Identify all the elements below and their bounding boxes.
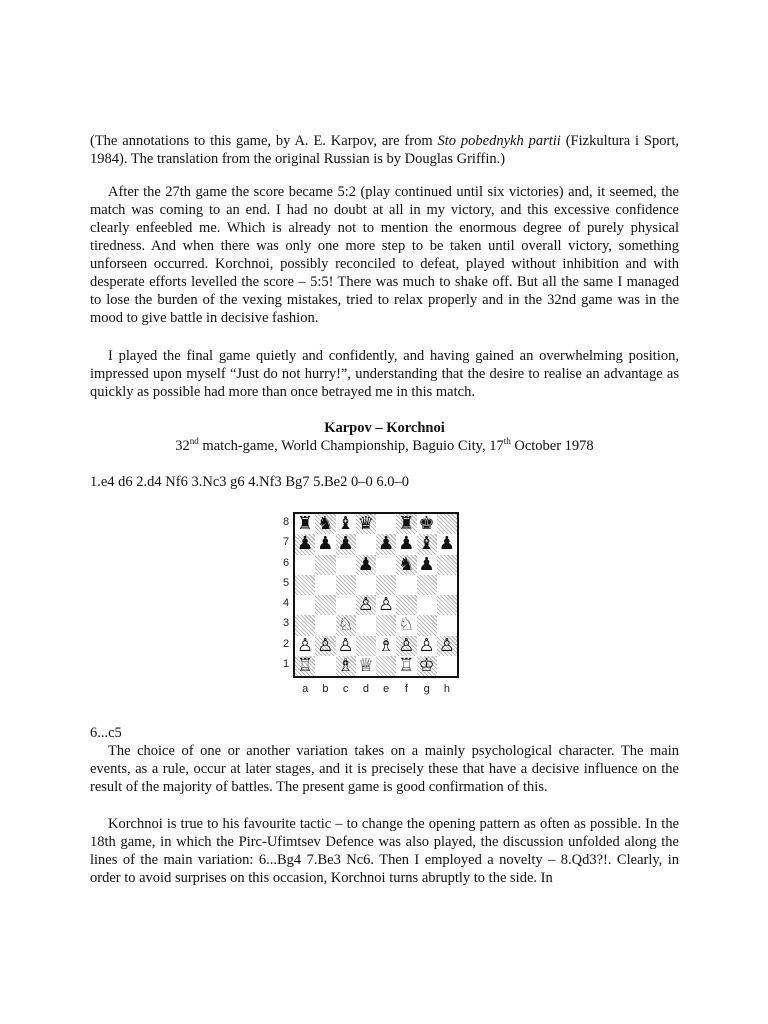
piece-f3: ♘ [398, 614, 415, 636]
file-label-d: d [362, 683, 369, 695]
piece-f8: ♜ [398, 513, 415, 535]
square-d4 [356, 595, 376, 615]
rank-label-1: 1 [283, 657, 290, 670]
piece-h2: ♙ [438, 634, 455, 656]
square-d3 [356, 615, 376, 635]
piece-e7: ♟ [378, 533, 395, 555]
piece-c7: ♟ [337, 533, 354, 555]
intro-text-2: (Fizkultura i Sport, 1984). The translation from the original Russian is by Douglas Griffin.) [90, 133, 679, 167]
square-a7 [295, 534, 315, 554]
square-c6 [336, 555, 356, 575]
piece-g7: ♝ [418, 533, 435, 555]
file-label-g: g [423, 683, 430, 695]
square-e1 [376, 656, 396, 676]
rank-label-8: 8 [283, 516, 290, 528]
square-d1 [356, 656, 376, 676]
square-d8 [356, 514, 376, 534]
square-e7 [376, 534, 396, 554]
square-a4 [295, 595, 315, 615]
rank-label-5: 5 [283, 576, 290, 589]
piece-c1: ♗ [337, 654, 354, 676]
piece-b7: ♟ [317, 533, 334, 555]
piece-c8: ♝ [337, 513, 354, 535]
file-label-b: b [322, 683, 329, 695]
piece-b8: ♞ [317, 513, 334, 535]
square-h3 [437, 615, 457, 635]
chess-board [293, 512, 459, 678]
square-e6 [376, 555, 396, 575]
square-c1 [336, 656, 356, 676]
square-e2 [376, 636, 396, 656]
square-f1 [396, 656, 416, 676]
square-a2 [295, 636, 315, 656]
square-g2 [417, 636, 437, 656]
square-f4 [396, 595, 416, 615]
square-b5 [315, 575, 335, 595]
players: Karpov – Korchnoi [324, 420, 445, 436]
square-d5 [356, 575, 376, 595]
game-event: match-game, World Championship, Baguio City, 17 [198, 438, 504, 454]
game-number: 32 [175, 438, 190, 454]
opening-moves: 1.e4 d6 2.d4 Nf6 3.Nc3 g6 4.Nf3 Bg7 5.Be2 0–0 6.0–0 [90, 474, 409, 490]
square-f6 [396, 555, 416, 575]
book-title: Sto pobednykh partii [437, 133, 561, 149]
square-h7 [437, 534, 457, 554]
piece-g8: ♚ [418, 513, 435, 535]
square-h5 [437, 575, 457, 595]
piece-a8: ♜ [297, 513, 314, 535]
square-b8 [315, 514, 335, 534]
square-f5 [396, 575, 416, 595]
piece-a7: ♟ [297, 533, 314, 555]
square-g7 [417, 534, 437, 554]
square-g8 [417, 514, 437, 534]
piece-d6: ♟ [357, 553, 374, 575]
piece-d1: ♕ [357, 654, 374, 676]
rank-label-6: 6 [283, 556, 290, 569]
square-c3 [336, 615, 356, 635]
comment-paragraph-1: The choice of one or another variation takes on a mainly psychological character. The main events, as a rule, occur at later stages, and it is precisely these that have a decisive influence on the result of the majority of battles. The present game is good confirmation of this. [90, 743, 679, 795]
square-h6 [437, 555, 457, 575]
piece-g6: ♟ [418, 553, 435, 575]
square-h4 [437, 595, 457, 615]
square-e4 [376, 595, 396, 615]
square-c2 [336, 636, 356, 656]
square-b7 [315, 534, 335, 554]
file-labels [295, 680, 457, 698]
rank-label-2: 2 [283, 637, 290, 650]
body-paragraph-1: After the 27th game the score became 5:2 (play continued until six victories) and, it seemed, the match was coming to an end. I had no doubt at all in my victory, and this excessive confidence clearly enfeebled me. Which is already not to mention the enormous degree of purely physical tiredness. And when there was only one more step to be taken until overall victory, something unforseen occurred. Korchnoi, possibly reconciled to defeat, played without inhibition and with desperate efforts levelled the score – 5:5! There was much to shake off. But all the same I managed to lose the burden of the vexing mistakes, tried to relax properly and in the 32nd game was in the mood to give battle in decisive fashion. [90, 184, 679, 326]
square-e5 [376, 575, 396, 595]
square-h2 [437, 636, 457, 656]
square-c8 [336, 514, 356, 534]
piece-g2: ♙ [418, 634, 435, 656]
piece-a2: ♙ [297, 634, 314, 656]
square-d2 [356, 636, 376, 656]
square-b3 [315, 615, 335, 635]
square-a5 [295, 575, 315, 595]
piece-f7: ♟ [398, 533, 415, 555]
game-event-line [90, 437, 679, 455]
square-b6 [315, 555, 335, 575]
file-label-a: a [302, 683, 309, 695]
file-label-e: e [383, 683, 390, 695]
file-label-h: h [443, 683, 450, 695]
square-g1 [417, 656, 437, 676]
square-g3 [417, 615, 437, 635]
square-b2 [315, 636, 335, 656]
rank-label-4: 4 [283, 597, 290, 609]
game-players-heading [90, 419, 679, 437]
piece-f6: ♞ [398, 553, 415, 575]
square-h8 [437, 514, 457, 534]
piece-f2: ♙ [398, 634, 415, 656]
square-a6 [295, 555, 315, 575]
piece-e4: ♙ [378, 594, 395, 616]
square-g6 [417, 555, 437, 575]
piece-g1: ♔ [418, 654, 435, 676]
piece-b2: ♙ [317, 634, 334, 656]
square-d6 [356, 555, 376, 575]
square-f8 [396, 514, 416, 534]
square-h1 [437, 656, 457, 676]
square-f7 [396, 534, 416, 554]
square-b4 [315, 595, 335, 615]
square-a3 [295, 615, 315, 635]
move-label: 6...c5 [90, 725, 122, 741]
intro-paragraph [90, 132, 679, 168]
piece-a1: ♖ [297, 654, 314, 676]
square-d7 [356, 534, 376, 554]
body-paragraph-2: I played the final game quietly and confidently, and having gained an overwhelming position, impressed upon myself “Just do not hurry!”, understanding that the desire to realise an advantage as quickly as possible had more than once betrayed me in this match. [90, 348, 679, 400]
square-a1 [295, 656, 315, 676]
piece-d4: ♙ [357, 594, 374, 616]
square-b1 [315, 656, 335, 676]
square-a8 [295, 514, 315, 534]
square-f3 [396, 615, 416, 635]
intro-text-1: (The annotations to this game, by A. E. Karpov, are from [90, 133, 438, 149]
square-c7 [336, 534, 356, 554]
rank-labels [283, 512, 293, 674]
square-g4 [417, 595, 437, 615]
square-f2 [396, 636, 416, 656]
game-date: October 1978 [510, 438, 594, 454]
piece-h7: ♟ [438, 533, 455, 555]
square-e8 [376, 514, 396, 534]
game-number-suffix: nd [189, 436, 199, 447]
square-g5 [417, 575, 437, 595]
square-c4 [336, 595, 356, 615]
piece-c3: ♘ [337, 614, 354, 636]
day-suffix: th [503, 436, 511, 447]
square-c5 [336, 575, 356, 595]
piece-e2: ♗ [378, 634, 395, 656]
rank-label-7: 7 [283, 536, 290, 549]
comment-paragraph-2: Korchnoi is true to his favourite tactic – to change the opening pattern as often as possible. In the 18th game, in which the Pirc-Ufimtsev Defence was also played, the discussion unfolded along the lines of the main variation: 6...Bg4 7.Be3 Nc6. Then I employed a novelty – 8.Qd3?!. Clearly, in order to avoid surprises on this occasion, Korchnoi turns abruptly to the side. In [90, 816, 679, 886]
piece-d8: ♛ [357, 513, 374, 535]
square-e3 [376, 615, 396, 635]
file-label-c: c [342, 683, 349, 695]
piece-f1: ♖ [398, 654, 415, 676]
piece-c2: ♙ [337, 634, 354, 656]
rank-label-3: 3 [283, 617, 290, 630]
file-label-f: f [404, 683, 408, 695]
